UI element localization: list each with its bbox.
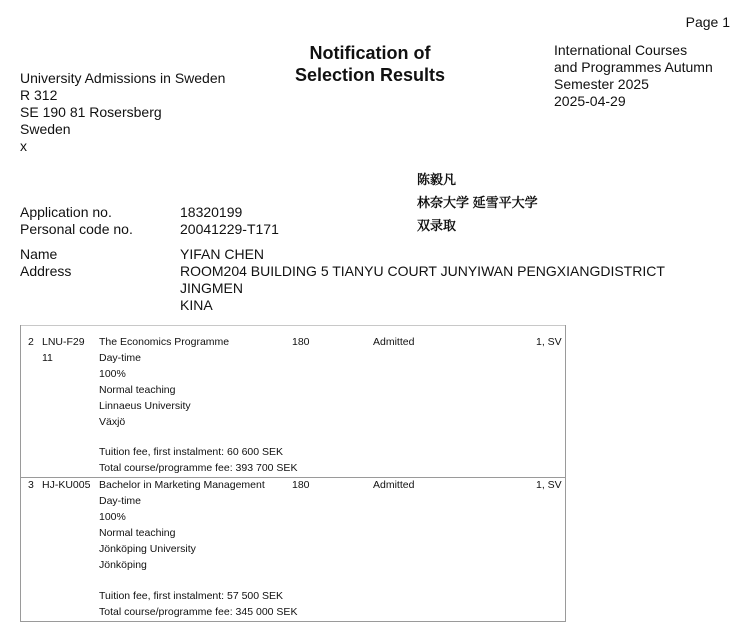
application-number-value: 18320199	[180, 204, 243, 220]
address-line: KINA	[180, 297, 213, 313]
result-credits: 180	[292, 479, 310, 491]
note-line: 陈毅凡	[417, 172, 457, 187]
personal-code-label: Personal code no.	[20, 221, 133, 237]
address-label: Address	[20, 263, 72, 279]
sender-line: University Admissions in Sweden	[20, 70, 226, 86]
note-line: 林奈大学 延雪平大学	[417, 195, 538, 210]
notification-date: 2025-04-29	[554, 93, 626, 109]
result-code: LNU-F29	[42, 336, 85, 348]
document-title-line2: Selection Results	[294, 65, 446, 85]
page-number: Page 1	[685, 14, 730, 30]
handwritten-note	[417, 168, 538, 237]
result-fee-first: Tuition fee, first instalment: 60 600 SEK	[99, 446, 284, 458]
result-detail: 100%	[99, 511, 126, 523]
program-info	[554, 42, 713, 110]
result-code: HJ-KU005	[42, 479, 91, 491]
result-fee-total: Total course/programme fee: 345 000 SEK	[99, 606, 298, 618]
result-detail: Jönköping University	[99, 543, 196, 555]
result-programme-name: Bachelor in Marketing Management	[99, 479, 265, 491]
sender-address	[20, 70, 225, 155]
result-detail: Växjö	[99, 416, 126, 428]
program-info-line: Semester 2025	[554, 76, 649, 92]
personal-code-value: 20041229-T171	[180, 221, 279, 237]
result-detail: Linnaeus University	[99, 400, 191, 412]
result-detail: 100%	[99, 368, 126, 380]
sender-line: R 312	[20, 87, 58, 103]
application-number-label: Application no.	[20, 204, 112, 220]
result-round: 1, SV	[536, 479, 562, 491]
program-info-line: International Courses	[554, 42, 688, 58]
result-priority: 3	[28, 479, 34, 491]
result-detail: Jönköping	[99, 559, 147, 571]
result-credits: 180	[292, 336, 310, 348]
name-value: YIFAN CHEN	[180, 246, 265, 262]
address-line: ROOM204 BUILDING 5 TIANYU COURT JUNYIWAN PENGXIANGDISTRICT	[180, 263, 665, 279]
result-detail: Normal teaching	[99, 527, 176, 539]
result-code-cont: 11	[42, 352, 53, 364]
document-title	[270, 42, 470, 86]
document-title-line1: Notification of	[309, 43, 431, 63]
result-status: Admitted	[373, 479, 415, 491]
result-programme-name: The Economics Programme	[99, 336, 230, 348]
result-detail: Day-time	[99, 495, 142, 507]
address-line: JINGMEN	[180, 280, 243, 296]
sender-line: SE 190 81 Rosersberg	[20, 104, 162, 120]
sender-line: x	[20, 138, 27, 154]
result-detail: Day-time	[99, 352, 142, 364]
result-status: Admitted	[373, 336, 415, 348]
name-label: Name	[20, 246, 58, 262]
sender-line: Sweden	[20, 121, 71, 137]
result-fee-first: Tuition fee, first instalment: 57 500 SEK	[99, 590, 284, 602]
result-round: 1, SV	[536, 336, 562, 348]
note-line: 双录取	[417, 218, 457, 233]
result-priority: 2	[28, 336, 34, 348]
result-fee-total: Total course/programme fee: 393 700 SEK	[99, 462, 298, 474]
program-info-line: and Programmes Autumn	[554, 59, 713, 75]
result-detail: Normal teaching	[99, 384, 176, 396]
